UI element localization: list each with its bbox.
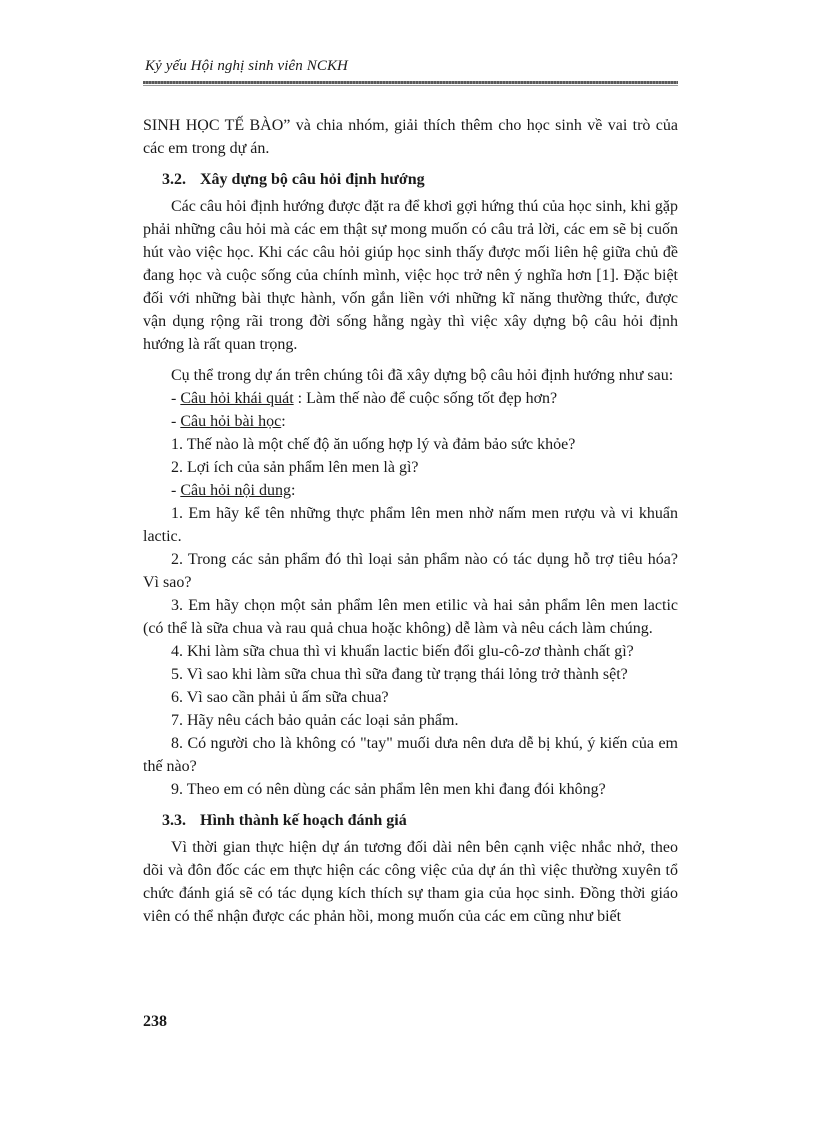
section-number: 3.3. bbox=[162, 812, 186, 829]
lesson-question-label: Câu hỏi bài học bbox=[180, 413, 282, 430]
content-question-8: 8. Có người cho là không có "tay" muối dưa nên dưa dễ bị khú, ý kiến của em thế nào? bbox=[143, 735, 678, 775]
page-number: 238 bbox=[143, 1013, 167, 1030]
general-question-label: Câu hỏi khái quát bbox=[180, 390, 294, 407]
content-question-4: 4. Khi làm sữa chua thì vi khuẩn lactic biến đổi glu-cô-zơ thành chất gì? bbox=[171, 643, 634, 660]
header-rule bbox=[143, 81, 678, 84]
content-question-9: 9. Theo em có nên dùng các sản phẩm lên men khi đang đói không? bbox=[171, 781, 606, 798]
section-heading-3-2 bbox=[162, 168, 678, 191]
content-question-5: 5. Vì sao khi làm sữa chua thì sữa đang từ trạng thái lỏng trở thành sệt? bbox=[171, 666, 628, 683]
paragraph-evaluation-plan: Vì thời gian thực hiện dự án tương đối dài nên bên cạnh việc nhắc nhở, theo dõi và đôn đốc các em thực hiện các công việc của dự án thì việc thường xuyên tổ chức đánh giá sẽ có tác dụng kích thích sự tham gia của học sinh. Đồng thời giáo viên có thể nhận được các phản hồi, mong muốn của các em cũng như biết bbox=[143, 839, 678, 925]
section-title: Xây dựng bộ câu hỏi định hướng bbox=[200, 171, 425, 188]
content-question-3: 3. Em hãy chọn một sản phẩm lên men etilic và hai sản phẩm lên men lactic (có thể là sữa chua và rau quả chua hoặc không) dễ làm và nêu cách làm chúng. bbox=[143, 597, 678, 637]
section-number: 3.2. bbox=[162, 171, 186, 188]
content-question-2: 2. Trong các sản phẩm đó thì loại sản phẩm nào có tác dụng hỗ trợ tiêu hóa? Vì sao? bbox=[143, 551, 678, 591]
page-header bbox=[143, 58, 678, 86]
content-question-heading bbox=[143, 479, 678, 502]
running-title: Kỷ yếu Hội nghị sinh viên NCKH bbox=[145, 58, 348, 74]
label-colon: : bbox=[281, 413, 286, 430]
general-question-line bbox=[143, 387, 678, 410]
label-colon: : bbox=[291, 482, 296, 499]
section-heading-3-3 bbox=[162, 809, 678, 832]
intro-paragraph: SINH HỌC TẾ BÀO” và chia nhóm, giải thích thêm cho học sinh về vai trò của các em trong dự án. bbox=[143, 117, 678, 157]
content-question-1: 1. Em hãy kể tên những thực phẩm lên men nhờ nấm men rượu và vi khuẩn lactic. bbox=[143, 505, 678, 545]
paragraph-question-set-intro: Cụ thể trong dự án trên chúng tôi đã xây dựng bộ câu hỏi định hướng như sau: bbox=[171, 367, 674, 384]
list-dash: - bbox=[171, 482, 181, 499]
lesson-question-heading bbox=[143, 410, 678, 433]
content-question-7: 7. Hãy nêu cách bảo quản các loại sản phẩm. bbox=[171, 712, 459, 729]
lesson-question-1: 1. Thế nào là một chế độ ăn uống hợp lý và đảm bảo sức khỏe? bbox=[171, 436, 576, 453]
section-title: Hình thành kế hoạch đánh giá bbox=[200, 812, 407, 829]
content-question-label: Câu hỏi nội dung bbox=[180, 482, 291, 499]
list-dash: - bbox=[171, 413, 181, 430]
content-question-6: 6. Vì sao cần phải ủ ấm sữa chua? bbox=[171, 689, 389, 706]
paragraph-guiding-questions: Các câu hỏi định hướng được đặt ra để khơi gợi hứng thú của học sinh, khi gặp phải những câu hỏi mà các em thật sự mong muốn có câu trả lời, các em sẽ bị cuốn hút vào việc học. Khi các câu hỏi giúp học sinh thấy được mối liên hệ giữa chủ đề đang học và cuộc sống của chính mình, việc học trở nên ý nghĩa hơn [1]. Đặc biệt đối với những bài thực hành, vốn gắn liền với những kĩ năng thường thức, được vận dụng rộng rãi trong đời sống hằng ngày thì việc xây dựng bộ câu hỏi định hướng là rất quan trọng. bbox=[143, 198, 678, 353]
list-dash: - bbox=[171, 390, 181, 407]
header-rule-thin bbox=[143, 85, 678, 86]
lesson-question-2: 2. Lợi ích của sản phẩm lên men là gì? bbox=[171, 459, 419, 476]
general-question-text: : Làm thế nào để cuộc sống tốt đẹp hơn? bbox=[293, 390, 558, 407]
page-body bbox=[143, 114, 678, 928]
